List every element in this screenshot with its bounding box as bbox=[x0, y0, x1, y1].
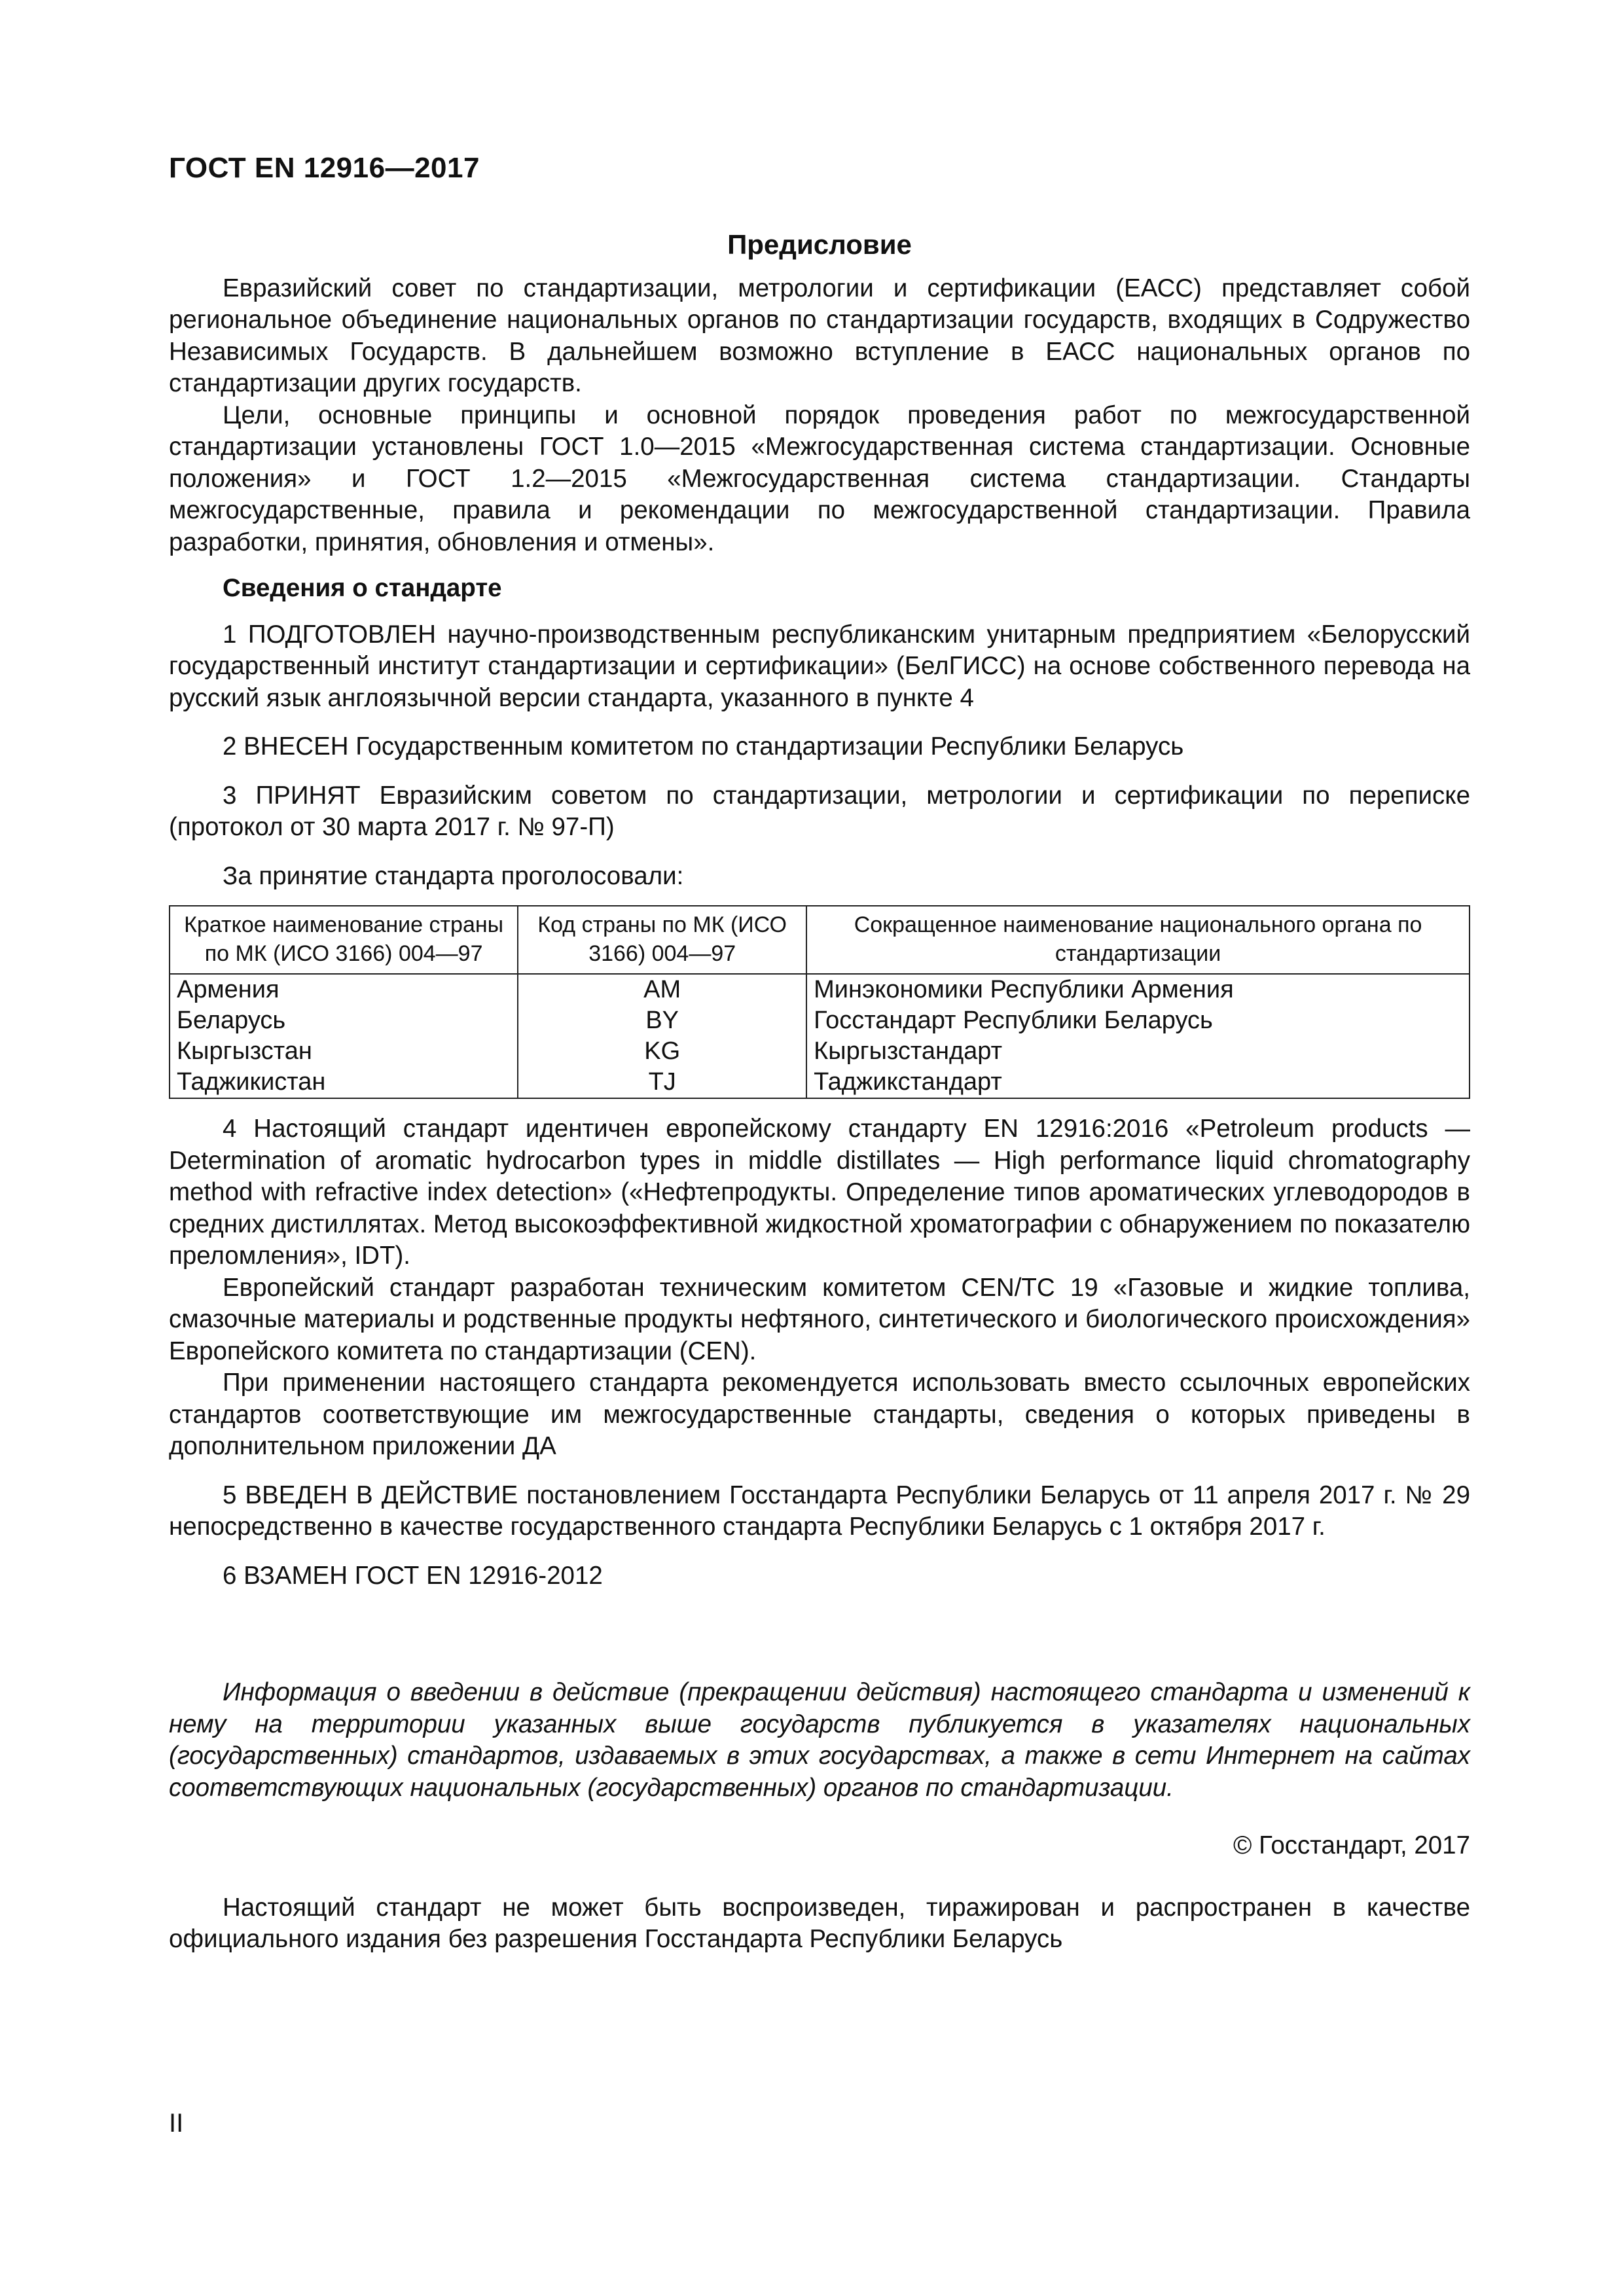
page-number: II bbox=[169, 2109, 184, 2138]
vote-table-body-cell: Кыргызстандарт bbox=[806, 1036, 1470, 1067]
vote-table-code-cell: AM bbox=[518, 974, 806, 1005]
vote-table-code-cell: BY bbox=[518, 1005, 806, 1036]
info-item-6: 6 ВЗАМЕН ГОСТ EN 12916-2012 bbox=[223, 1561, 603, 1590]
document-id-header: ГОСТ EN 12916—2017 bbox=[169, 152, 480, 184]
document-body bbox=[169, 229, 1470, 1956]
vote-table-header-body: Сокращенное наименование национального органа по стандартизации bbox=[806, 906, 1470, 974]
info-item-4-cen-paragraph: Европейский стандарт разработан техническим комитетом CEN/TC 19 «Газовые и жидкие топлива, смазочные материалы и родственные продукты нефтяного, синтетического и биологического происхождения» Европейского комитета по стандартизации (CEN). bbox=[169, 1273, 1470, 1365]
vote-table-country-cell: Таджикистан bbox=[170, 1067, 518, 1098]
table-row bbox=[170, 1036, 1470, 1067]
info-item-4-references-paragraph: При применении настоящего стандарта рекомендуется использовать вместо ссылочных европейских стандартов соответствующие им межгосударственные стандарты, сведения о которых приведены в дополнительном приложении ДА bbox=[169, 1369, 1470, 1460]
vote-table-country-cell: Беларусь bbox=[170, 1005, 518, 1036]
info-item-3: 3 ПРИНЯТ Евразийским советом по стандартизации, метрологии и сертификации по переписке (протокол от 30 марта 2017 г. № 97-П) bbox=[169, 781, 1470, 841]
preface-paragraph-2: Цели, основные принципы и основной порядок проведения работ по межгосударственной стандартизации установлены ГОСТ 1.0—2015 «Межгосударственная система стандартизации. Основные положения» и ГОСТ 1.2—2015 «Межгосударственная система стандартизации. Стандарты межгосударственные, правила и рекомендации по межгосударственной стандартизации. Правила разработки, принятия, обновления и отмены». bbox=[169, 401, 1470, 556]
info-item-5: 5 ВВЕДЕН В ДЕЙСТВИЕ постановлением Госстандарта Республики Беларусь от 11 апреля 2017 г. № 29 непосредственно в качестве государственного стандарта Республики Беларусь с 1 октября 2017 г. bbox=[169, 1480, 1470, 1541]
vote-table-body-cell: Госстандарт Республики Беларусь bbox=[806, 1005, 1470, 1036]
publication-notice: Информация о введении в действие (прекращении действия) настоящего стандарта и изменений к нему на территории указанных выше государств публикуется в указателях национальных (государственных) стандартов, издаваемых в этих государствах, а также в сети Интернет на сайтах соответствующих национальных (государственных) органов по стандартизации. bbox=[169, 1678, 1470, 1802]
info-item-2: 2 ВНЕСЕН Государственным комитетом по стандартизации Республики Беларусь bbox=[223, 732, 1184, 761]
reproduction-restriction: Настоящий стандарт не может быть воспроизведен, тиражирован и распространен в качестве официального издания без разрешения Госстандарта Республики Беларусь bbox=[169, 1893, 1470, 1953]
standard-info-heading: Сведения о стандарте bbox=[223, 574, 502, 602]
info-item-4: 4 Настоящий стандарт идентичен европейскому стандарту EN 12916:2016 «Petroleum products — Determination of aromatic hydrocarbon types in middle distillates — High performance liquid chromatography method with refractive index detection» («Нефтепродукты. Определение типов ароматических углеводородов в средних дистиллятах. Метод высокоэффективной жидкостной хроматографии с обнаружением по показателю преломления», IDT). bbox=[169, 1115, 1470, 1270]
info-item-1: 1 ПОДГОТОВЛЕН научно-производственным республиканским унитарным предприятием «Белорусский государственный институт стандартизации и сертификации» (БелГИСС) на основе собственного перевода на русский язык англоязычной версии стандарта, указанного в пункте 4 bbox=[169, 620, 1470, 712]
vote-table-code-cell: TJ bbox=[518, 1067, 806, 1098]
copyright-line: © Госстандарт, 2017 bbox=[1233, 1831, 1470, 1859]
preface-paragraph-1: Евразийский совет по стандартизации, метрологии и сертификации (ЕАСС) представляет собой региональное объединение национальных органов по стандартизации государств, входящих в Содружество Независимых Государств. В дальнейшем возможно вступление в ЕАСС национальных органов по стандартизации других государств. bbox=[169, 274, 1470, 397]
vote-table-code-cell: KG bbox=[518, 1036, 806, 1067]
vote-table-header-row bbox=[170, 906, 1470, 974]
vote-table-body-cell: Таджикстандарт bbox=[806, 1067, 1470, 1098]
table-row bbox=[170, 1067, 1470, 1098]
vote-intro: За принятие стандарта проголосовали: bbox=[223, 861, 684, 890]
vote-table-country-cell: Кыргызстан bbox=[170, 1036, 518, 1067]
vote-table-country-cell: Армения bbox=[170, 974, 518, 1005]
preface-title: Предисловие bbox=[727, 229, 912, 260]
vote-table-header-country: Краткое наименование страны по МК (ИСО 3166) 004—97 bbox=[170, 906, 518, 974]
table-row bbox=[170, 1005, 1470, 1036]
vote-table-body-cell: Минэкономики Республики Армения bbox=[806, 974, 1470, 1005]
table-row bbox=[170, 974, 1470, 1005]
vote-table-header-code: Код страны по МК (ИСО 3166) 004—97 bbox=[518, 906, 806, 974]
vote-table bbox=[169, 905, 1470, 1099]
